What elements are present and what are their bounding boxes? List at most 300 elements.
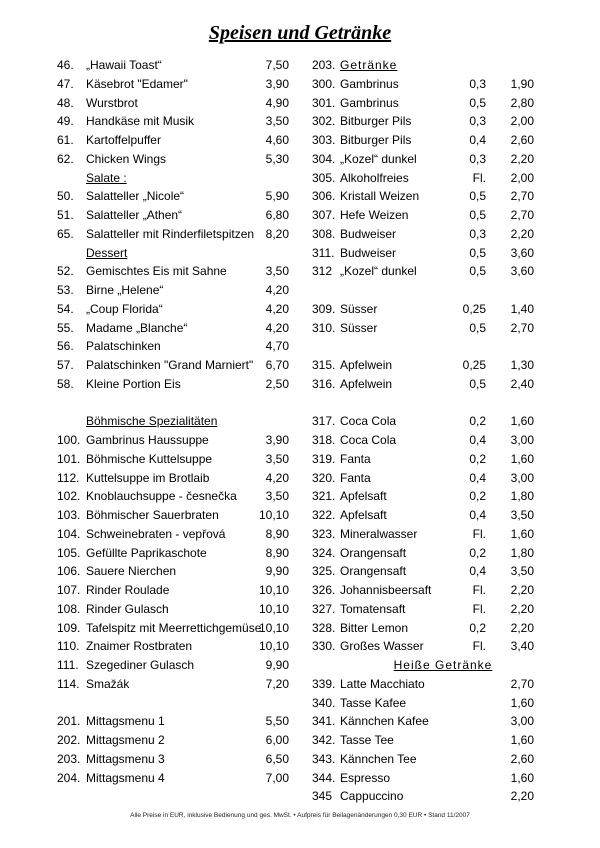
item-number: 328. [312, 620, 336, 635]
item-price: 1,90 [510, 76, 534, 91]
menu-item [312, 619, 534, 638]
menu-item [57, 675, 289, 694]
item-quantity: 0,5 [469, 208, 486, 222]
item-price: 10,10 [258, 583, 289, 597]
item-name: Knoblauchsuppe - česnečka [86, 489, 237, 504]
item-name: Käsebrot "Edamer" [86, 76, 188, 91]
menu-item [312, 206, 534, 225]
item-name: „Kozel“ dunkel [340, 264, 417, 279]
item-price: 3,50 [265, 489, 289, 504]
item-number: 111. [57, 658, 79, 672]
item-price: 2,20 [510, 620, 534, 635]
item-name: Tasse Kafee [340, 695, 407, 710]
item-quantity: 0,5 [469, 245, 486, 260]
item-number: 342. [312, 733, 336, 747]
menu-item [57, 750, 289, 769]
item-number: 61. [57, 133, 74, 147]
item-price: 3,90 [265, 433, 289, 447]
item-number: 339. [312, 676, 336, 691]
item-number: 106. [57, 564, 81, 579]
menu-item [312, 525, 534, 544]
menu-item [57, 487, 289, 506]
item-number: 47. [57, 76, 74, 91]
item-number: 58. [57, 376, 74, 391]
item-number: 202. [57, 733, 81, 747]
menu-item [57, 506, 289, 525]
item-price: 3,50 [265, 451, 289, 466]
menu-item [312, 712, 534, 731]
item-quantity: Fl. [472, 601, 486, 616]
item-quantity: 0,2 [469, 489, 486, 504]
item-price: 3,50 [510, 508, 534, 522]
item-name: Chicken Wings [86, 151, 167, 166]
item-quantity: 0,3 [469, 76, 486, 91]
item-name: Böhmischer Sauerbraten [86, 508, 219, 522]
menu-item [57, 469, 289, 488]
item-price: 4,20 [265, 283, 289, 297]
item-number: 52. [57, 264, 74, 279]
item-price: 1,80 [510, 489, 534, 504]
menu-item [57, 581, 289, 600]
menu-item [312, 375, 534, 394]
item-price: 4,20 [265, 301, 289, 316]
item-number: 309. [312, 301, 336, 316]
item-number: 323. [312, 526, 336, 541]
item-number: 109. [57, 620, 81, 635]
menu-item [57, 300, 289, 319]
item-number: 50. [57, 189, 74, 204]
item-name: Smažák [86, 676, 130, 691]
item-number: 341. [312, 714, 336, 729]
item-number: 320. [312, 470, 336, 485]
item-price: 8,90 [265, 545, 289, 560]
item-number: 326. [312, 583, 336, 597]
item-price: 1,30 [510, 358, 534, 372]
item-number: 57. [57, 358, 74, 372]
item-name: Gambrinus [340, 76, 399, 91]
item-quantity: 0,5 [469, 376, 486, 391]
item-price: 1,60 [510, 770, 534, 785]
menu-item [312, 769, 534, 788]
section-heading-label: Dessert [86, 245, 128, 260]
item-number: 204. [57, 770, 81, 785]
item-quantity: Fl. [472, 639, 486, 654]
item-quantity: 0,4 [469, 433, 486, 447]
item-name: Johannisbeersaft [340, 583, 432, 597]
item-number: 301. [312, 95, 336, 110]
menu-item [312, 675, 534, 694]
section-heading [57, 412, 289, 431]
menu-item [57, 525, 289, 544]
item-name: Coca Cola [340, 414, 397, 429]
menu-item [312, 94, 534, 113]
section-heading [312, 656, 534, 675]
item-number: 311. [312, 245, 335, 260]
item-name: Tafelspitz mit Meerrettichgemüse [86, 620, 262, 635]
item-number: 312 [312, 264, 333, 279]
item-name: Apfelwein [340, 376, 393, 391]
menu-item [57, 356, 289, 375]
item-number: 107. [57, 583, 81, 597]
item-number: 51. [57, 208, 74, 222]
item-price: 2,20 [510, 583, 534, 597]
item-price: 3,00 [510, 433, 534, 447]
menu-item [57, 731, 289, 750]
item-price: 8,20 [265, 226, 289, 241]
item-price: 3,90 [265, 76, 289, 91]
spacer [312, 394, 534, 413]
item-price: 7,50 [265, 58, 289, 72]
item-price: 4,60 [265, 133, 289, 147]
item-number: 302. [312, 114, 336, 129]
menu-item [312, 506, 534, 525]
menu-item [57, 112, 289, 131]
item-quantity: 0,4 [469, 133, 486, 147]
item-price: 10,10 [258, 508, 289, 522]
item-number: 343. [312, 751, 336, 766]
item-price: 1,60 [510, 526, 534, 541]
item-name: Mineralwasser [340, 526, 418, 541]
menu-item [312, 787, 534, 806]
item-number: 315. [312, 358, 336, 372]
item-name: Süsser [340, 320, 378, 335]
drinks-column [312, 56, 534, 806]
item-price: 1,40 [510, 301, 534, 316]
item-quantity: 0,2 [469, 451, 486, 466]
food-column [57, 56, 289, 787]
item-name: Znaimer Rostbraten [86, 639, 193, 654]
section-heading [57, 244, 289, 263]
item-price: 9,90 [265, 564, 289, 579]
item-name: Mittagsmenu 3 [86, 751, 165, 766]
menu-item [312, 319, 534, 338]
item-quantity: 0,5 [469, 264, 486, 279]
menu-item [312, 412, 534, 431]
menu-item [57, 619, 289, 638]
item-name: Szegediner Gulasch [86, 658, 195, 672]
item-number: 114. [57, 676, 80, 691]
item-price: 2,80 [510, 95, 534, 110]
item-number: 318. [312, 433, 336, 447]
item-name: Gambrinus [340, 95, 399, 110]
item-price: 2,70 [510, 320, 534, 335]
item-price: 1,60 [510, 733, 534, 747]
item-price: 5,90 [265, 189, 289, 204]
menu-item [312, 356, 534, 375]
item-number: 112. [57, 470, 80, 485]
menu-item [57, 75, 289, 94]
item-price: 5,30 [265, 151, 289, 166]
menu-item [57, 769, 289, 788]
menu-item [57, 450, 289, 469]
menu-item [312, 637, 534, 656]
item-number: 102. [57, 489, 81, 504]
item-name: Salatteller mit Rinderfiletspitzen [86, 226, 255, 241]
item-quantity: 0,3 [469, 151, 486, 166]
item-number: 110. [57, 639, 80, 654]
item-number: 308. [312, 226, 336, 241]
item-number: 316. [312, 376, 336, 391]
spacer [57, 394, 289, 413]
item-number: 310. [312, 320, 336, 335]
item-name: „Kozel“ dunkel [340, 151, 417, 166]
item-quantity: 0,25 [462, 301, 486, 316]
item-number: 56. [57, 339, 74, 354]
section-heading-label: Getränke [340, 58, 398, 72]
item-name: Apfelsaft [340, 508, 387, 522]
menu-item [57, 150, 289, 169]
item-name: Budweiser [340, 226, 397, 241]
item-name: Orangensaft [340, 564, 407, 579]
menu-item [312, 750, 534, 769]
item-name: Bitburger Pils [340, 133, 412, 147]
item-number: 105. [57, 545, 81, 560]
menu-item [312, 450, 534, 469]
item-quantity: 0,4 [469, 508, 486, 522]
item-name: Tomatensaft [340, 601, 406, 616]
menu-item [57, 319, 289, 338]
item-name: Alkoholfreies [340, 170, 409, 185]
menu-item [312, 469, 534, 488]
item-quantity: Fl. [472, 526, 486, 541]
item-number: 201. [57, 714, 81, 729]
menu-item [312, 112, 534, 131]
item-number: 322. [312, 508, 336, 522]
item-name: „Hawaii Toast“ [86, 58, 162, 72]
menu-item [312, 187, 534, 206]
menu-item [312, 75, 534, 94]
section-heading-label: Salate : [86, 170, 127, 185]
item-name: Apfelsaft [340, 489, 387, 504]
item-number: 100. [57, 433, 81, 447]
item-price: 3,50 [510, 564, 534, 579]
section-heading-label: Heiße Getränke [393, 658, 493, 672]
menu-item [312, 600, 534, 619]
item-price: 3,60 [510, 264, 534, 279]
menu-item [57, 637, 289, 656]
menu-item [312, 581, 534, 600]
item-name: „Coup Florida“ [86, 301, 163, 316]
item-price: 2,70 [510, 208, 534, 222]
item-price: 2,00 [510, 170, 534, 185]
item-number: 62. [57, 151, 74, 166]
menu-item [312, 544, 534, 563]
menu-item [57, 600, 289, 619]
item-price: 2,00 [510, 114, 534, 129]
item-number: 48. [57, 95, 74, 110]
menu-item [57, 206, 289, 225]
item-price: 4,70 [265, 339, 289, 354]
item-number: 103. [57, 508, 81, 522]
item-name: Süsser [340, 301, 378, 316]
item-name: Böhmische Kuttelsuppe [86, 451, 213, 466]
item-number: 203. [57, 751, 81, 766]
item-name: Fanta [340, 451, 371, 466]
item-name: Sauere Nierchen [86, 564, 177, 579]
item-number: 307. [312, 208, 336, 222]
item-name: Handkäse mit Musik [86, 114, 195, 129]
section-heading [57, 169, 289, 188]
item-number: 300. [312, 76, 336, 91]
item-number: 327. [312, 601, 336, 616]
item-name: Espresso [340, 770, 391, 785]
item-name: Palatschinken "Grand Marniert" [86, 358, 254, 372]
menu-item [312, 431, 534, 450]
menu-item [57, 431, 289, 450]
item-price: 3,00 [510, 714, 534, 729]
item-name: Kuttelsuppe im Brotlaib [86, 470, 210, 485]
item-price: 2,60 [510, 133, 534, 147]
item-name: Großes Wasser [340, 639, 424, 654]
menu-item [57, 225, 289, 244]
item-number: 46. [57, 58, 74, 72]
item-number: 319. [312, 451, 336, 466]
item-price: 2,60 [510, 751, 534, 766]
item-name: Hefe Weizen [340, 208, 409, 222]
menu-item [57, 544, 289, 563]
item-price: 2,20 [510, 789, 534, 804]
spacer [312, 281, 534, 300]
item-name: Orangensaft [340, 545, 407, 560]
item-quantity: 0,5 [469, 320, 486, 335]
item-name: Tasse Tee [340, 733, 394, 747]
item-quantity: 0,5 [469, 189, 486, 204]
item-number: 345 [312, 789, 333, 804]
item-quantity: 0,2 [469, 414, 486, 429]
item-price: 7,00 [265, 770, 289, 785]
item-price: 1,80 [510, 545, 534, 560]
item-quantity: 0,3 [469, 114, 486, 129]
menu-item [312, 225, 534, 244]
item-number: 305. [312, 170, 336, 185]
item-name: Kristall Weizen [340, 189, 420, 204]
item-name: Budweiser [340, 245, 397, 260]
item-price: 2,20 [510, 601, 534, 616]
item-name: Kännchen Tee [340, 751, 417, 766]
item-name: Mittagsmenu 4 [86, 770, 165, 785]
item-price: 6,80 [265, 208, 289, 222]
item-number: 317. [312, 414, 336, 429]
menu-item [312, 562, 534, 581]
menu-item [57, 337, 289, 356]
item-number: 304. [312, 151, 336, 166]
item-price: 10,10 [258, 601, 289, 616]
footer-note: Alle Preise in EUR, inklusive Bedienung und ges. MwSt. • Aufpreis für Beilagenänderungen 0,30 EUR • Stand 11/2007 [130, 812, 470, 819]
item-quantity: 0,3 [469, 226, 486, 241]
item-quantity: 0,25 [462, 358, 486, 372]
menu-item [57, 712, 289, 731]
item-name: Gefüllte Paprikaschote [86, 545, 207, 560]
item-number: 108. [57, 601, 81, 616]
item-number: 330. [312, 639, 336, 654]
menu-item [57, 131, 289, 150]
item-price: 6,00 [265, 733, 289, 747]
menu-item [312, 150, 534, 169]
menu-item [57, 56, 289, 75]
item-name: Wurstbrot [86, 95, 138, 110]
item-number: 104. [57, 526, 81, 541]
item-price: 2,70 [510, 189, 534, 204]
page-title: Speisen und Getränke [208, 22, 392, 44]
menu-item [312, 731, 534, 750]
item-price: 10,10 [258, 639, 289, 654]
menu-item [57, 187, 289, 206]
item-number: 303. [312, 133, 336, 147]
section-heading [312, 56, 534, 75]
item-price: 3,00 [510, 470, 534, 485]
item-number: 55. [57, 320, 74, 335]
menu-item [312, 262, 534, 281]
item-number: 324. [312, 545, 336, 560]
item-name: Cappuccino [340, 789, 404, 804]
item-quantity: 0,5 [469, 95, 486, 110]
item-price: 3,60 [510, 245, 534, 260]
item-price: 6,70 [265, 358, 289, 372]
item-number: 321. [312, 489, 336, 504]
item-quantity: 0,2 [469, 620, 486, 635]
item-price: 2,20 [510, 151, 534, 166]
item-name: Palatschinken [86, 339, 161, 354]
item-number: 54. [57, 301, 74, 316]
item-number: 325. [312, 564, 336, 579]
item-name: Bitburger Pils [340, 114, 412, 129]
item-name: Mittagsmenu 2 [86, 733, 165, 747]
item-number: 101. [57, 451, 81, 466]
item-name: Rinder Roulade [86, 583, 170, 597]
item-quantity: 0,2 [469, 545, 486, 560]
item-number: 306. [312, 189, 336, 204]
menu-item [312, 244, 534, 263]
item-name: Birne „Helene“ [86, 283, 164, 297]
item-name: Kartoffelpuffer [86, 133, 161, 147]
item-price: 10,10 [258, 620, 289, 635]
item-name: Kleine Portion Eis [86, 376, 181, 391]
menu-item [57, 375, 289, 394]
item-price: 7,20 [265, 676, 289, 691]
item-name: Bitter Lemon [340, 620, 409, 635]
item-price: 2,50 [265, 376, 289, 391]
item-quantity: Fl. [472, 583, 486, 597]
menu-item [57, 281, 289, 300]
menu-item [57, 656, 289, 675]
item-price: 1,60 [510, 414, 534, 429]
item-name: Gambrinus Haussuppe [86, 433, 209, 447]
item-quantity: Fl. [472, 170, 486, 185]
menu-item [312, 169, 534, 188]
item-price: 8,90 [265, 526, 289, 541]
spacer [57, 694, 289, 713]
item-name: Mittagsmenu 1 [86, 714, 165, 729]
item-name: Madame „Blanche“ [86, 320, 188, 335]
item-number: 49. [57, 114, 74, 129]
item-quantity: 0,4 [469, 564, 486, 579]
item-name: Salatteller „Nicole“ [86, 189, 185, 204]
item-price: 4,90 [265, 95, 289, 110]
spacer [312, 337, 534, 356]
item-price: 2,40 [510, 376, 534, 391]
menu-item [312, 131, 534, 150]
item-price: 4,20 [265, 320, 289, 335]
item-price: 3,40 [510, 639, 534, 654]
item-name: Rinder Gulasch [86, 601, 169, 616]
menu-item [57, 562, 289, 581]
menu-item [312, 694, 534, 713]
item-number: 203. [312, 58, 336, 72]
item-name: Fanta [340, 470, 371, 485]
item-price: 9,90 [265, 658, 289, 672]
section-heading-label: Böhmische Spezialitäten [86, 414, 218, 429]
item-number: 340. [312, 695, 336, 710]
